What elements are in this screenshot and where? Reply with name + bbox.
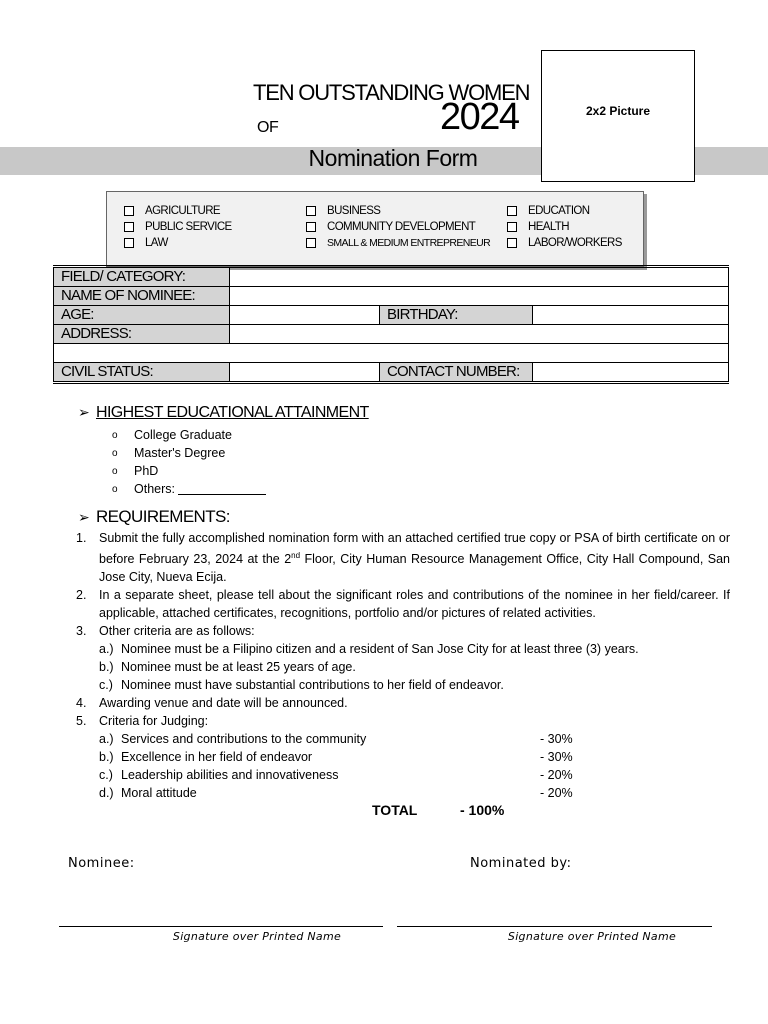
nominee-signature-caption: Signature over Printed Name [172,930,342,943]
requirement-number: 1. [76,531,87,545]
civil-status-input[interactable] [230,363,380,383]
category-option[interactable] [507,235,622,251]
requirement-text: Other criteria are as follows: [99,624,255,639]
checkbox-icon[interactable] [124,238,134,248]
checkbox-icon[interactable] [124,222,134,232]
age-label: AGE: [54,306,230,325]
education-option[interactable] [112,444,266,462]
education-heading [78,404,369,422]
checkbox-icon[interactable] [507,206,517,216]
category-label: PUBLIC SERVICE [145,221,232,233]
sub-item-label: a.) [99,642,114,657]
criteria-sub-item [76,640,730,658]
address-label: ADDRESS: [54,325,230,344]
checkbox-icon[interactable] [306,206,316,216]
sub-item-label: c.) [99,678,113,693]
nominee-signature-line[interactable] [59,926,383,927]
judging-criterion [76,784,730,802]
judging-criterion [76,766,730,784]
birthday-input[interactable] [533,306,729,325]
category-option[interactable] [306,203,490,219]
category-option[interactable] [124,219,232,235]
requirement-text-part: Floor, City Human Resource Management Office, City Hall Compound, San Jose City, Nueva Ecija. [99,552,730,585]
criteria-sub-item [76,658,730,676]
checkbox-icon[interactable] [507,222,517,232]
category-label: LABOR/WORKERS [528,237,622,249]
address-input-line2[interactable] [54,344,729,363]
nominator-signature-line[interactable] [397,926,712,927]
criterion-label: a.) [99,732,114,747]
others-input-line[interactable] [178,484,266,495]
total-percentage: - 100% [460,802,505,818]
criterion-text: Services and contributions to the community [121,732,367,747]
category-option[interactable] [507,219,622,235]
education-options [112,426,266,498]
category-label: HEALTH [528,221,569,233]
requirement-text-part: Submit the fully accomplished nomination form with an attached certified true copy or PSA of birth certificate on or before February 23, 2024 at the 2 [99,531,730,567]
criterion-percentage: - 20% [540,768,573,783]
education-option[interactable] [112,480,266,498]
arrow-bullet-icon: ➢ [78,404,90,420]
criterion-text: Leadership abilities and innovativeness [121,768,339,783]
nomination-form-title: Nomination Form [308,145,478,171]
category-box [106,191,644,267]
total-row [372,802,505,818]
education-option-label: Master's Degree [134,446,226,460]
requirements-heading [78,507,230,527]
requirement-text: Criteria for Judging: [99,714,209,729]
circle-bullet-icon: o [112,465,118,477]
sub-item-label: b.) [99,660,114,675]
sub-item-text: Nominee must be a Filipino citizen and a resident of San Jose City for at least three (3) years. [121,642,639,657]
requirement-number: 4. [76,696,87,711]
picture-box-label: 2x2 Picture [585,104,651,118]
requirement-text: In a separate sheet, please tell about the significant roles and contributions of the nominee in her field/career. If applicable, attached certificates, recognitions, portfolio and/or pictures of related activities. [99,588,730,621]
checkbox-icon[interactable] [306,238,316,248]
category-option[interactable] [507,203,622,219]
requirements-heading-text: REQUIREMENTS: [96,507,230,526]
superscript-nd: nd [291,551,301,560]
category-option[interactable] [306,235,490,251]
education-option-label: Others: [134,482,175,496]
category-column-3 [507,203,622,251]
contact-number-label: CONTACT NUMBER: [380,363,533,383]
requirement-number: 5. [76,714,87,729]
total-label: TOTAL [372,802,418,818]
checkbox-icon[interactable] [124,206,134,216]
circle-bullet-icon: o [112,429,118,441]
criterion-percentage: - 20% [540,786,573,801]
category-label: EDUCATION [528,205,590,217]
education-option[interactable] [112,426,266,444]
arrow-bullet-icon: ➢ [78,509,90,525]
category-option[interactable] [124,235,232,251]
criterion-label: d.) [99,786,114,801]
requirement-text: Awarding venue and date will be announced. [99,696,348,711]
requirement-item [76,529,730,586]
form-title-line1: TEN OUTSTANDING WOMEN [253,80,530,105]
education-option-label: PhD [134,464,159,478]
judging-criterion [76,748,730,766]
criterion-label: b.) [99,750,114,765]
nominator-signature-caption: Signature over Printed Name [507,930,677,943]
category-label: SMALL & MEDIUM ENTREPRENEUR [327,237,491,249]
category-label: AGRICULTURE [145,205,220,217]
requirement-number: 2. [76,588,87,603]
form-title-year: 2024 [440,96,519,138]
contact-number-input[interactable] [533,363,729,383]
name-of-nominee-label: NAME OF NOMINEE: [54,287,230,306]
criterion-label: c.) [99,768,113,783]
criterion-percentage: - 30% [540,732,573,747]
category-label: LAW [145,237,168,249]
requirements-list [76,529,730,802]
birthday-label: BIRTHDAY: [380,306,533,325]
category-column-1 [124,203,232,251]
category-label: BUSINESS [327,205,381,217]
nominated-by-label: Nominated by: [470,856,572,871]
category-option[interactable] [306,219,490,235]
education-option[interactable] [112,462,266,480]
nominee-label: Nominee: [68,856,135,871]
judging-criterion [76,730,730,748]
circle-bullet-icon: o [112,483,118,495]
requirement-text [99,529,730,586]
requirement-number: 3. [76,624,87,639]
requirement-item [76,694,730,712]
field-category-input[interactable] [230,267,729,287]
criteria-sub-item [76,676,730,694]
category-label: COMMUNITY DEVELOPMENT [327,221,476,233]
criterion-text: Moral attitude [121,786,197,801]
requirement-item [76,712,730,730]
picture-box[interactable] [541,50,695,182]
sub-item-text: Nominee must be at least 25 years of age. [121,660,356,675]
requirement-item [76,622,730,640]
age-input[interactable] [230,306,380,325]
requirement-item [76,586,730,622]
checkbox-icon[interactable] [507,238,517,248]
criterion-text: Excellence in her field of endeavor [121,750,313,765]
education-heading-text: HIGHEST EDUCATIONAL ATTAINMENT [96,404,369,421]
category-option[interactable] [124,203,232,219]
nominee-info-table [53,265,729,384]
sub-item-text: Nominee must have substantial contributions to her field of endeavor. [121,678,504,693]
checkbox-icon[interactable] [306,222,316,232]
address-input[interactable] [230,325,729,344]
name-of-nominee-input[interactable] [230,287,729,306]
civil-status-label: CIVIL STATUS: [54,363,230,383]
category-column-2 [306,203,490,251]
criterion-percentage: - 30% [540,750,573,765]
field-category-label: FIELD/ CATEGORY: [54,267,230,287]
education-option-label: College Graduate [134,428,232,442]
form-title-of: OF [257,119,279,136]
circle-bullet-icon: o [112,447,118,459]
